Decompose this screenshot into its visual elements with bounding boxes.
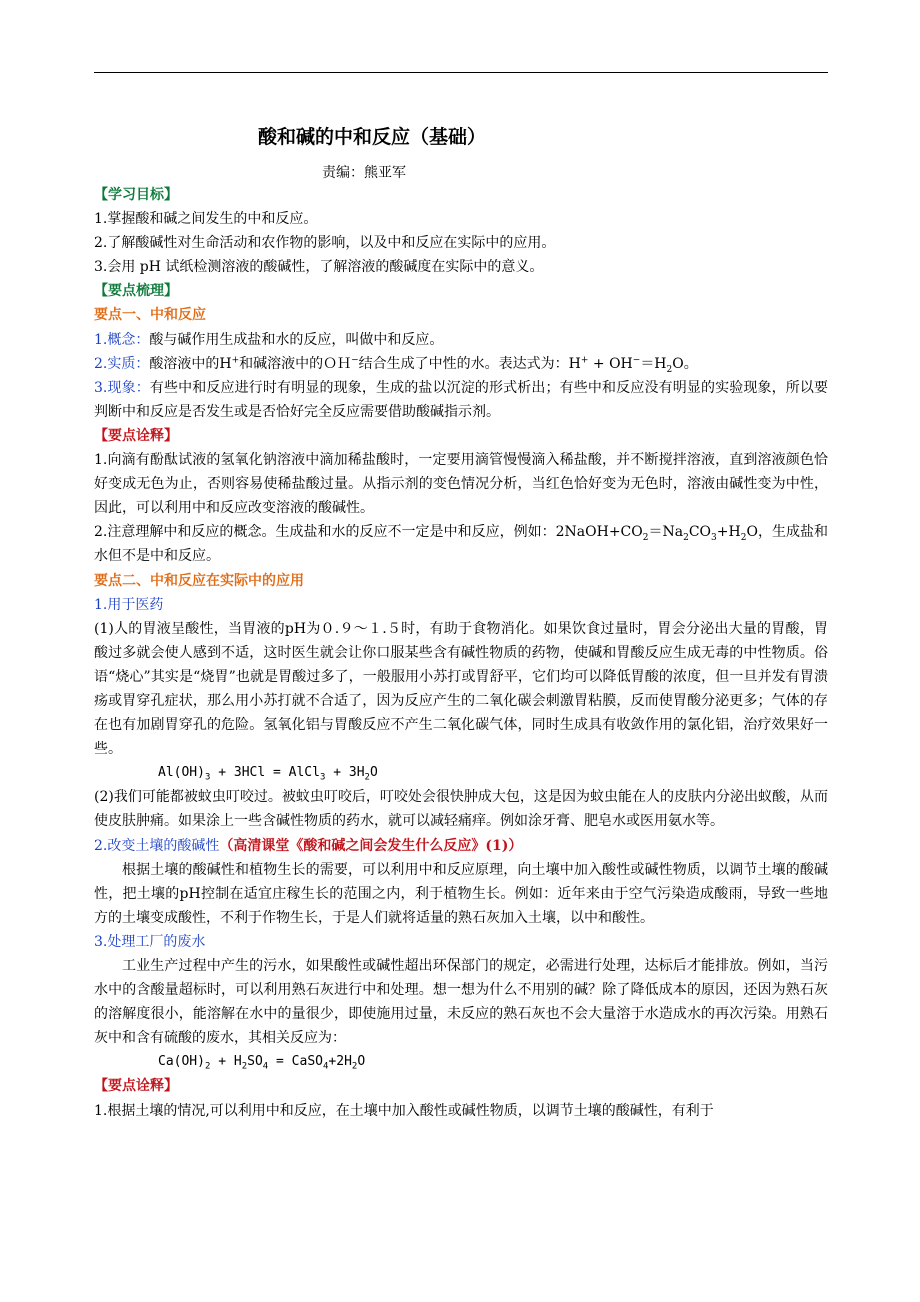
equation-aluminium-hydroxide: $Al(OH)_3 + 3HCl$ = AlCl$_3$ + $3H_2O$ (158, 765, 378, 783)
explanation-paragraph-3: 1.根据土壤的情况,可以利用中和反应，在土壤中加入酸性或碱性物质，以调节土壤的酸碱性，有利于 (94, 1102, 714, 1119)
phenomenon-label: 3.现象： (94, 379, 150, 396)
key-point-1-heading: 要点一、中和反应 (94, 307, 206, 324)
application-3-heading: 3.处理工厂的废水 (94, 933, 206, 950)
application-2-paragraph: 根据土壤的酸碱性和植物生长的需要，可以利用中和反应原理，向土壤中加入酸性或碱性物质，以调节土壤的酸碱性，把土壤的pH控制在适宜庄稼生长的范围之内，利于植物生长。例如：近年来由于空气污染造成酸雨，导致一些地方的土壤变成酸性，不利于作物生长，于是人们就将适量的熟石灰加入土壤，以中和酸性。 (94, 861, 828, 926)
essence-label: 2.实质： (94, 355, 150, 372)
application-1-paragraph-2: (2)我们可能都被蚊虫叮咬过。被蚊虫叮咬后，叮咬处会很快肿成大包，这是因为蚊虫能在人的皮肤内分泌出蚁酸，从而使皮肤肿痛。如果涂上一些含碱性物质的药水，就可以减轻痛痒。例如涂牙膏、肥皂水或医用氨水等。 (94, 789, 828, 830)
phenomenon-paragraph: 3.现象：有些中和反应进行时有明显的现象，生成的盐以沉淀的形式析出；有些中和反应没有明显的实验现象，所以要判断中和反应是否发生或是否恰好完全反应需要借助酸碱指示剂。 (94, 379, 829, 420)
application-3-paragraph: 工业生产过程中产生的污水，如果酸性或碱性超出环保部门的规定，必需进行处理，达标后才能排放。例如，当污水中的含酸量超标时，可以利用熟石灰进行中和处理。想一想为什么不用别的碱？除了降低成本的原因，还因为熟石灰的溶解度很小，能溶解在水中的量很少，即使施用过量，未反应的熟石灰也不会大量溶于水造成水的再次污染。用熟石灰中和含有硫酸的废水，其相关反应为： (94, 958, 828, 1047)
essence-paragraph: 2.实质：酸溶液中的H+和碱溶液中的ＯＨ−结合生成了中性的水。表达式为：$H^+ + OH^-=H_2O$。 (94, 355, 698, 375)
goal-item: 1.掌握酸和碱之间发生的中和反应。 (94, 211, 318, 228)
application-1-paragraph-1: (1)人的胃液呈酸性，当胃液的pH为０.９～１.５时，有助于食物消化。如果饮食过量时，胃会分泌出大量的胃酸，胃酸过多就会使人感到不适，这时医生就会让你口服某些含有碱性物质的药物，使碱和胃酸反应生成无毒的中性物质。俗语“烧心”其实是“烧胃”也就是胃酸过多了，一般服用小苏打或胃舒平，它们均可以降低胃酸的浓度，但一旦并发有胃溃疡或胃穿孔症状，那么用小苏打就不合适了，因为反应产生的二氧化碳会刺激胃粘膜，反而使胃酸分泌更多；气体的存在也有加剧胃穿孔的危险。氢氧化铝与胃酸反应不产生二氧化碳气体，同时生成具有收敛作用的氯化铝，治疗效果好一些。 (94, 620, 828, 758)
video-lesson-link[interactable]: （高清课堂《酸和碱之间会发生什么反应》(1)） (219, 837, 523, 854)
explanation-heading-2: 【要点诠释】 (94, 1078, 178, 1095)
concept-label: 1.概念： (94, 331, 150, 348)
document-body (94, 183, 828, 1123)
goal-item: 2.了解酸碱性对生命活动和农作物的影响，以及中和反应在实际中的应用。 (94, 235, 556, 252)
section-heading-goals: 【学习目标】 (94, 187, 178, 203)
header-rule (94, 72, 828, 73)
key-point-2-heading: 要点二、中和反应在实际中的应用 (94, 572, 304, 589)
section-heading-key-points: 【要点梳理】 (94, 283, 178, 300)
explanation-paragraph-1: 1.向滴有酚酞试液的氢氧化钠溶液中滴加稀盐酸时，一定要用滴管慢慢滴入稀盐酸，并不断搅拌溶液，直到溶液颜色恰好变成无色为止，否则容易使稀盐酸过量。从指示剂的变色情况分析，当红色恰好变为无色时，溶液由碱性变为中性，因此，可以利用中和反应改变溶液的酸碱性。 (94, 452, 828, 517)
equation-calcium-hydroxide: $Ca(OH)_2 + H_2SO_4$ = $CaSO_4+2H_2O$ (158, 1054, 366, 1072)
application-1-heading: 1.用于医药 (94, 596, 164, 613)
explanation-paragraph-2: 2.注意理解中和反应的概念。生成盐和水的反应不一定是中和反应，例如：$2NaOH+CO_2=Na_2CO_3+H_2O$，生成盐和水但不是中和反应。 (94, 524, 828, 565)
goal-item: 3.会用 pH 试纸检测溶液的酸碱性，了解溶液的酸碱度在实际中的意义。 (94, 259, 544, 276)
concept-paragraph: 1.概念：酸与碱作用生成盐和水的反应，叫做中和反应。 (94, 331, 444, 348)
application-2-heading: 2.改变土壤的酸碱性（高清课堂《酸和碱之间会发生什么反应》(1)） (94, 837, 523, 854)
page-title: 酸和碱的中和反应（基础） (258, 126, 487, 148)
explanation-heading-1: 【要点诠释】 (94, 427, 178, 444)
author-line: 责编：熊亚军 (322, 165, 406, 181)
